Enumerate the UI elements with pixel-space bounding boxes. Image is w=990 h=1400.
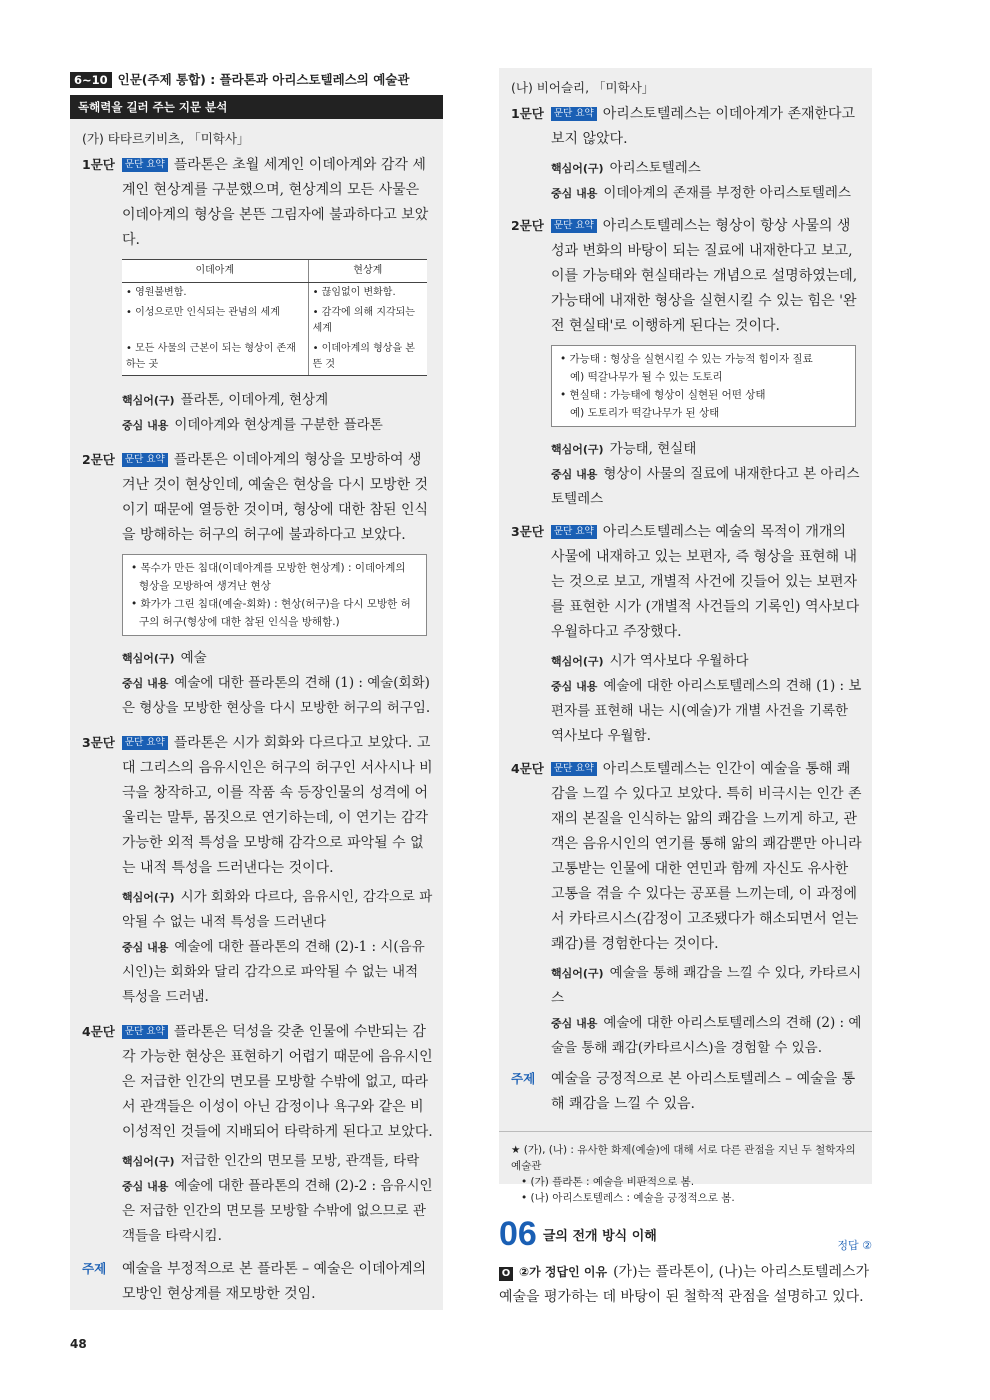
core-line: 중심 내용 형상이 사물의 질료에 내재한다고 본 아리스토텔레스 [551, 466, 860, 507]
question-title: 글의 전개 방식 이해 [542, 1229, 657, 1244]
theme-label: 주제 [511, 1071, 536, 1086]
box-item: • 현실태 : 가능태에 형상이 실현된 어떤 상태 [560, 389, 766, 401]
table-row [122, 339, 427, 376]
paragraph-3 [70, 731, 443, 881]
summary-tag: 문단 요약 [551, 762, 597, 776]
summary-tag: 문단 요약 [551, 219, 597, 233]
example-box [122, 554, 427, 636]
right-column [499, 68, 872, 1204]
paragraph-text: 아리스토텔레스는 인간이 예술을 통해 쾌감을 느낄 수 있다고 보았다. 특히 비극시는 인간 존재의 본질을 인식하는 앎의 쾌감을 느끼게 하고, 관객은 음유시인의 연기를 통해 앎의 쾌감뿐만 아니라 고통받는 인물에 대한 연민과 함께 자신도 유사한 고통을 겪을 수 있다는 공포를 느끼는데, 이 과정에서 카타르시스(감정이 고조됐다가 해소되면서 얻는 쾌감)를 경험한다는 것이다. [551, 761, 862, 952]
keyword-line: 핵심어(구) 예술 [122, 650, 207, 666]
paragraph-3 [499, 520, 872, 645]
paragraph-number: 4문단 [82, 1024, 115, 1039]
keyword-line: 핵심어(구) 시가 역사보다 우월하다 [551, 653, 749, 669]
core-line: 중심 내용 예술에 대한 아리스토텔레스의 견해 (1) : 보편자를 표현해 내는 시(예술)가 개별 사건을 기록한 역사보다 우월함. [551, 678, 862, 744]
explanation-text: (가)는 플라톤이, (나)는 아리스토텔레스가 예술을 평가하는 데 바탕이 된 철학적 관점을 설명하고 있다. [499, 1264, 870, 1305]
section-header [70, 70, 409, 88]
core-line: 중심 내용 예술에 대한 플라톤의 견해 (1) : 예술(회화)은 형상을 모방한 현상을 다시 모방한 허구의 허구임. [122, 675, 431, 716]
table-cell: • 감각에 의해 지각되는 세계 [308, 303, 427, 339]
box-item: • 가능태 : 형상을 실현시킬 수 있는 가능적 힘이자 질료 [560, 353, 813, 365]
table-row [122, 303, 427, 339]
paragraph-text: 아리스토텔레스는 예술의 목적이 개개의 사물에 내재하고 있는 보편자, 즉 형상을 표현해 내는 것으로 보고, 개별적 사건에 깃들어 있는 보편자를 표현한 시가 (개별적 사건들의 기록인) 역사보다 우월하다고 주장했다. [551, 524, 860, 640]
paragraph-text: 플라톤은 이데아계의 형상을 모방하여 생겨난 것이 현상인데, 예술은 현상을 다시 모방한 것이기 때문에 열등한 것이며, 형상에 대한 참된 인식을 방해하는 허구의 허구에 불과하다고 보았다. [122, 452, 429, 543]
keyword-line: 핵심어(구) 저급한 인간의 면모를 모방, 관객들, 타락 [122, 1153, 420, 1169]
page-number: 48 [70, 1337, 87, 1351]
paragraph-number: 2문단 [82, 452, 115, 467]
paragraph-1 [499, 102, 872, 152]
box-item: • 화가가 그린 침대(예술-회화) : 현상(허구)을 다시 모방한 허구의 허구(형상에 대한 참된 인식을 방해함.) [131, 598, 411, 628]
question-number: 06 [499, 1215, 537, 1253]
core-line: 중심 내용 예술에 대한 아리스토텔레스의 견해 (2) : 예술을 통해 쾌감(카타르시스)을 경험할 수 있음. [551, 1015, 862, 1056]
keyword-line: 핵심어(구) 예술을 통해 쾌감을 느낄 수 있다, 카타르시스 [551, 965, 862, 1006]
summary-tag: 문단 요약 [122, 453, 168, 467]
table-cell: • 모든 사물의 근본이 되는 형상이 존재하는 곳 [122, 339, 308, 376]
theme-text: 예술을 긍정적으로 본 아리스토텔레스 – 예술을 통해 쾌감을 느낄 수 있음. [551, 1071, 856, 1112]
core-line: 중심 내용 이데아계의 존재를 부정한 아리스토텔레스 [551, 185, 851, 201]
left-column [70, 95, 443, 1310]
example-box [551, 345, 856, 427]
keyword-line: 핵심어(구) 가능태, 현실태 [551, 441, 697, 457]
box-example: 예) 도토리가 떡갈나무가 된 상태 [570, 407, 720, 419]
section-title: 인문(주제 통합) : 플라톤과 아리스토텔레스의 예술관 [117, 72, 410, 87]
correct-mark-icon: O [499, 1267, 513, 1281]
theme-text: 예술을 부정적으로 본 플라톤 – 예술은 이데아계의 모방인 현상계를 재모방한 것임. [122, 1261, 427, 1302]
table-row [122, 283, 427, 304]
reason-label: ②가 정답인 이유 [519, 1265, 608, 1279]
question-range: 6~10 [70, 72, 112, 88]
answer-label: 정답 ② [837, 1239, 872, 1252]
table-header: 이데아계 [122, 260, 308, 283]
box-example: 예) 떡갈나무가 될 수 있는 도토리 [570, 371, 723, 383]
comparison-note [499, 1131, 872, 1216]
paragraph-number: 1문단 [511, 106, 544, 121]
comparison-table [122, 259, 427, 376]
paragraph-4 [499, 757, 872, 957]
paragraph-2 [70, 448, 443, 548]
paragraph-text: 플라톤은 시가 회화와 다르다고 보았다. 고대 그리스의 음유시인은 허구의 허구인 서사시나 비극을 창작하고, 이를 작품 속 등장인물의 성격에 어울리는 말투, 몸짓으로 연기하는데, 이 연기는 감각 가능한 외적 특성을 모방해 감각으로 파악될 수 없는 내적 특성을 드러낸다는 것이다. [122, 735, 433, 876]
answer-explanation [499, 1260, 872, 1310]
keyword-line: 핵심어(구) 시가 회화와 다르다, 음유시인, 감각으로 파악될 수 없는 내적 특성을 드러낸다 [122, 889, 433, 930]
paragraph-number: 3문단 [82, 735, 115, 750]
table-cell: • 이데아계의 형상을 본뜬 것 [308, 339, 427, 376]
paragraph-number: 3문단 [511, 524, 544, 539]
theme-line [70, 1257, 443, 1307]
core-line: 중심 내용 예술에 대한 플라톤의 견해 (2)-1 : 시(음유시인)는 회화와 달리 감각으로 파악될 수 없는 내적 특성을 드러냄. [122, 939, 425, 1005]
note-line: ★ (가), (나) : 유사한 화제(예술)에 대해 서로 다른 관점을 지닌 두 철학자의 예술관 [511, 1144, 856, 1172]
keyword-line: 핵심어(구) 플라톤, 이데아계, 현상계 [122, 392, 329, 408]
analysis-band: 독해력을 길러 주는 지문 분석 [70, 95, 443, 119]
box-item: • 목수가 만든 침대(이데아계를 모방한 현상계) : 이데아계의 형상을 모방하여 생겨난 현상 [131, 562, 406, 592]
paragraph-text: 플라톤은 덕성을 갖춘 인물에 수반되는 감각 가능한 현상은 표현하기 어렵기 때문에 음유시인은 저급한 인간의 면모를 모방할 수밖에 없고, 따라서 관객들은 이성이 아닌 감정이나 욕구와 같은 비이성적인 것들에 지배되어 타락하게 된다고 보았다. [122, 1024, 433, 1140]
paragraph-number: 2문단 [511, 218, 544, 233]
note-line: • (가) 플라톤 : 예술을 비판적으로 봄. [521, 1176, 695, 1188]
table-cell: • 끊임없이 변화함. [308, 283, 427, 304]
summary-tag: 문단 요약 [551, 107, 597, 121]
core-line: 중심 내용 이데아계와 현상계를 구분한 플라톤 [122, 417, 383, 433]
summary-tag: 문단 요약 [122, 158, 168, 172]
keyword-line: 핵심어(구) 아리스토텔레스 [551, 160, 701, 176]
theme-label: 주제 [82, 1261, 107, 1276]
summary-tag: 문단 요약 [122, 736, 168, 750]
paragraph-text: 아리스토텔레스는 이데아계가 존재한다고 보지 않았다. [551, 106, 856, 147]
table-cell: • 이성으로만 인식되는 관념의 세계 [126, 307, 280, 318]
summary-tag: 문단 요약 [551, 525, 597, 539]
core-line: 중심 내용 예술에 대한 플라톤의 견해 (2)-2 : 음유시인은 저급한 인간의 면모를 모방할 수밖에 없으므로 관객들을 타락시킴. [122, 1178, 433, 1244]
paragraph-4 [70, 1020, 443, 1145]
paragraph-1 [70, 153, 443, 253]
table-header: 현상계 [308, 260, 427, 283]
paragraph-number: 4문단 [511, 761, 544, 776]
paragraph-number: 1문단 [82, 157, 115, 172]
paragraph-text: 아리스토텔레스는 형상이 항상 사물의 생성과 변화의 바탕이 되는 질료에 내재한다고 보고, 이를 가능태와 현실태라는 개념으로 설명하였는데, 가능태에 내재한 형상을 실현시킬 수 있는 힘은 '완전 현실태'로 이행하게 된다는 것이다. [551, 218, 858, 334]
note-line: • (나) 아리스토텔레스 : 예술을 긍정적으로 봄. [521, 1192, 735, 1204]
source-ga: (가) 타타르키비츠, 「미학사」 [82, 131, 250, 146]
paragraph-text: 플라톤은 초월 세계인 이데아계와 감각 세계인 현상계를 구분했으며, 현상계의 모든 사물은 이데아계의 형상을 본뜬 그림자에 불과하다고 보았다. [122, 157, 429, 248]
theme-line [499, 1067, 872, 1117]
summary-tag: 문단 요약 [122, 1025, 168, 1039]
source-na: (나) 비어슬리, 「미학사」 [511, 80, 655, 95]
paragraph-2 [499, 214, 872, 339]
table-cell: • 영원불변함. [126, 287, 187, 298]
question-06 [499, 1215, 872, 1310]
